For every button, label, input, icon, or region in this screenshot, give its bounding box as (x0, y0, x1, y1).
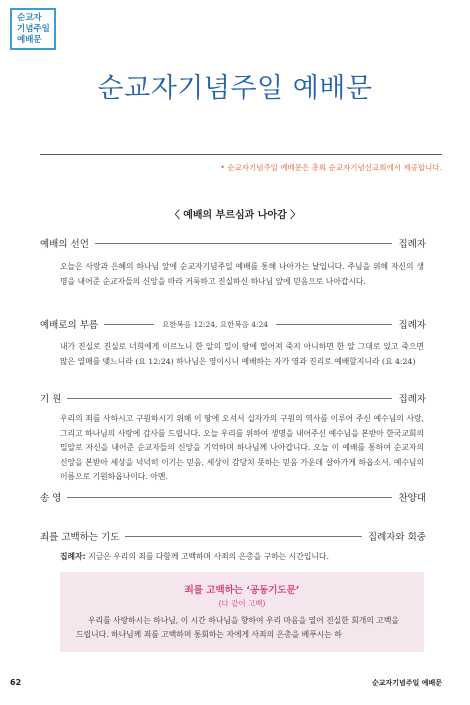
section-heading: 〈 예배의 부르심과 나아감 〉 (169, 210, 301, 221)
confession-note (60, 551, 426, 562)
leader-line (67, 497, 392, 498)
order-item-label: 예배로의 부름 (40, 320, 99, 331)
order-item-invocation (40, 391, 426, 405)
page-title: 순교자기념주일 예배문 (97, 73, 373, 104)
confession-note-text: 지금은 우리의 죄를 다함께 고백하며 사죄의 은총을 구하는 시간입니다. (88, 552, 329, 561)
order-item-leader: 집례자 (398, 239, 426, 250)
tag-line: 순교자 (17, 13, 42, 23)
source-note: • 순교자기념주일 예배문은 총회 순교자기념선교회에서 제공합니다. (220, 163, 442, 172)
category-tag (10, 8, 56, 50)
call-to-worship-text: 내가 진실로 진실로 너희에게 이르노니 한 알의 밀이 땅에 떨어져 죽지 아니하면 한 알 그대로 있고 죽으면 많은 열매를 맺느니라 (요 12:24) 하나님은 영이시니 예배하는 자가 영과 진리로 예배할지니라 (요 4:24) (60, 342, 424, 366)
order-item-leader: 집례자와 회중 (367, 532, 426, 543)
leader-line (67, 398, 392, 399)
order-item-leader: 집례자 (398, 320, 426, 331)
order-item-label: 기 원 (40, 394, 62, 405)
page-number: 62 (10, 678, 22, 687)
footer-title: 순교자기념주일 예배문 (371, 679, 442, 687)
order-item-call-to-worship (40, 317, 426, 331)
title-divider (40, 154, 442, 155)
prayer-subtitle: (다 같이 고백) (218, 599, 266, 608)
order-item-label: 죄를 고백하는 기도 (40, 532, 120, 543)
tag-line: 기념주일 (17, 24, 50, 34)
leader-line (125, 536, 361, 537)
leader-line (104, 324, 154, 325)
declaration-text: 오늘은 사랑과 은혜의 하나님 앞에 순교자기념주일 예배를 통해 나아가는 날입니다. 주님을 위해 자신의 생명을 내어준 순교자들의 신앙을 따라 거룩하고 진실하신 하나님 앞에 믿음으로 나아갑시다. (60, 262, 424, 286)
leader-line (276, 324, 392, 325)
tag-line: 예배문 (17, 35, 42, 45)
order-item-label: 예배의 선언 (40, 239, 89, 250)
leader-line (95, 243, 393, 244)
order-item-label: 송 영 (40, 493, 62, 504)
order-item-doxology (40, 490, 426, 504)
confession-speaker: 집례자: (60, 552, 86, 561)
order-item-declaration (40, 236, 426, 250)
prayer-title: 죄를 고백하는 ‘공동기도문’ (184, 585, 300, 596)
prayer-text: 우리를 사랑하시는 하나님, 이 시간 하나님을 향하여 우리 마음을 열어 진실한 회개의 고백을 드립니다. 하나님께 죄를 고백하며 통회하는 자에게 사죄의 은총을 베푸시는 하 (76, 616, 399, 639)
order-item-confession (40, 529, 426, 543)
scripture-reference: 요한복음 12:24, 요한복음 4:24 (162, 319, 269, 329)
invocation-text: 우리의 죄를 사하시고 구원하시기 위해 이 땅에 오셔서 십자가의 구원의 역사를 이루어 주신 예수님의 사랑, 그리고 하나님의 사랑에 감사를 드립니다. 오늘 우리를 위하여 생명을 내어주신 예수님을 본받아 한국교회의 밀알로 자신을 내어준 순교자들의 신앙을 기억하며 하나님께 나아갑니다. 오늘 이 예배를 통하여 순교자의 신앙을 본받아 세상을 넉넉히 이기는 믿음, 세상이 감당치 못하는 믿음 가운데 살아가게 하옵소서. 예수님의 이름으로 기원하옵나이다. 아멘. (60, 414, 424, 482)
order-item-leader: 찬양대 (398, 493, 426, 504)
order-item-leader: 집례자 (398, 394, 426, 405)
common-prayer-box (60, 572, 424, 652)
